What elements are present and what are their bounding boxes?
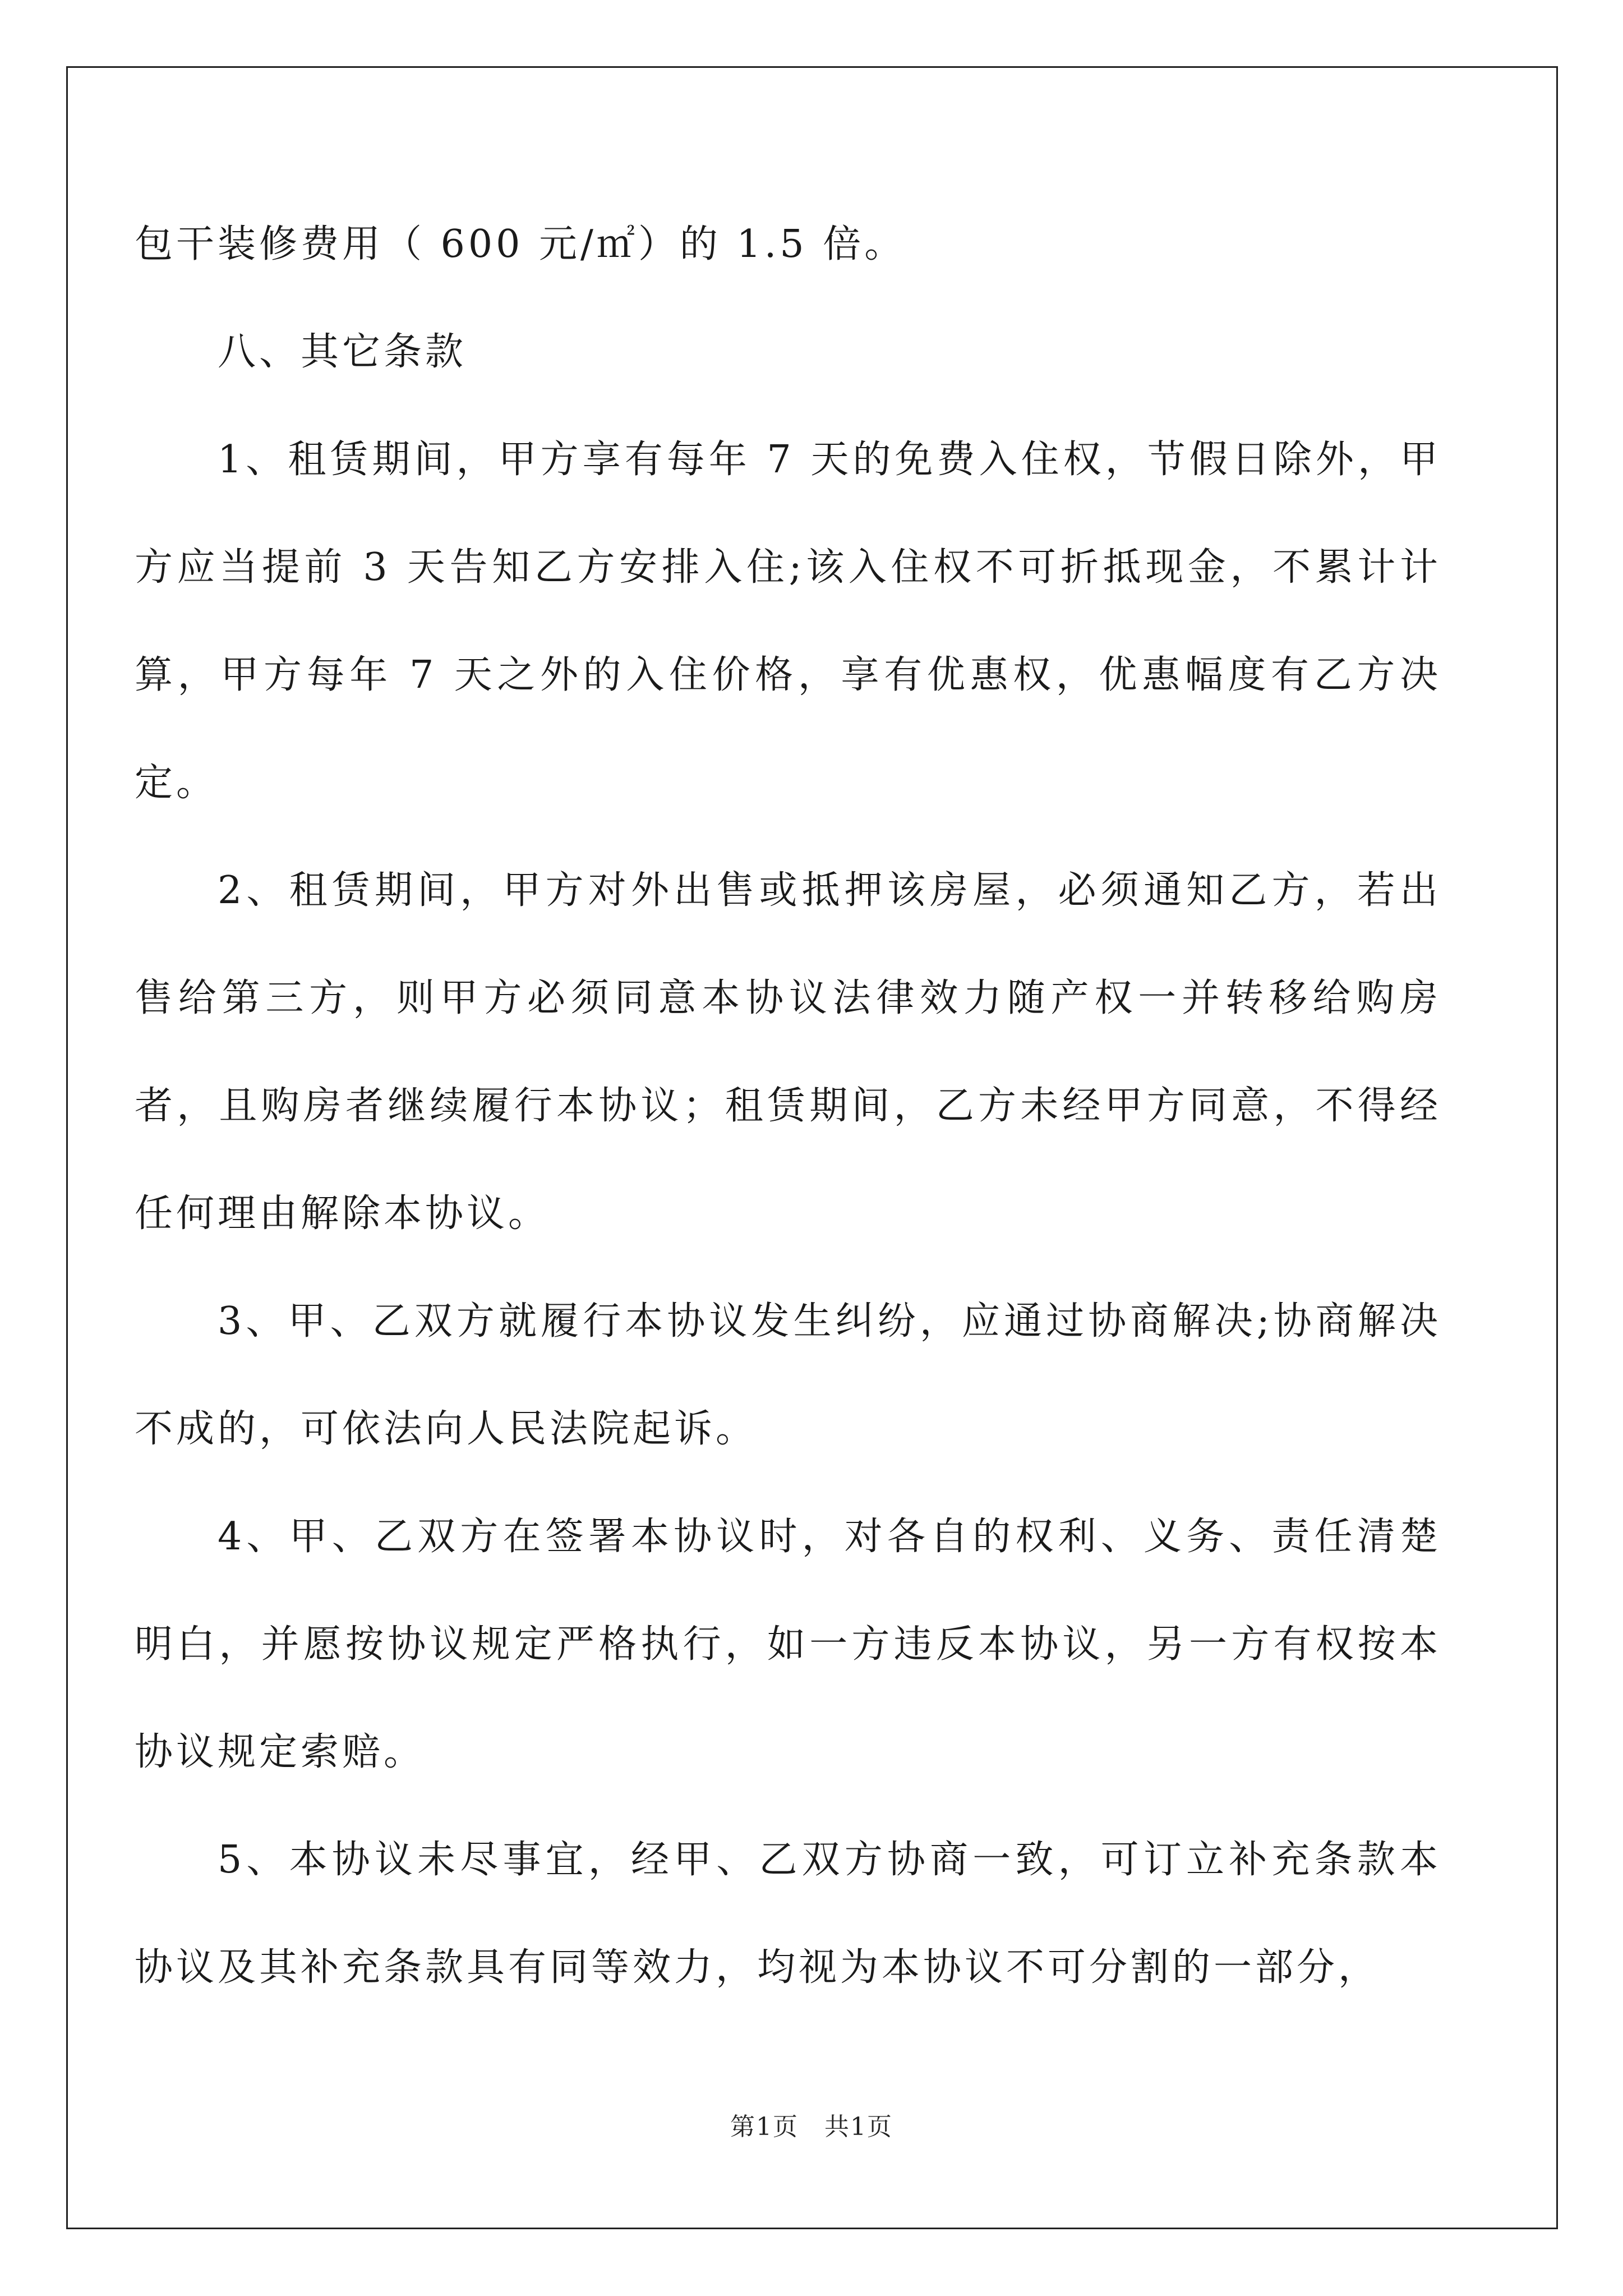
page-footer bbox=[0, 2106, 1623, 2142]
document-body bbox=[135, 191, 1441, 2022]
page-number-current: 第1页 bbox=[730, 2113, 799, 2141]
section-heading: 八、其它条款 bbox=[218, 330, 467, 374]
clause-5: 5、本协议未尽事宜，经甲、乙双方协商一致，可订立补充条款本协议及其补充条款具有同等效力，均视为本协议不可分割的一部分， bbox=[135, 1838, 1441, 1990]
paragraph-continuation: 包干装修费用（ 600 元/㎡）的 1.5 倍。 bbox=[135, 222, 906, 266]
page-number-total: 共1页 bbox=[824, 2113, 893, 2141]
clause-3: 3、甲、乙双方就履行本协议发生纠纷，应通过协商解决;协商解决不成的，可依法向人民法院起诉。 bbox=[135, 1299, 1441, 1451]
clause-4: 4、甲、乙双方在签署本协议时，对各自的权利、义务、责任清楚明白，并愿按协议规定严格执行，如一方违反本协议，另一方有权按本协议规定索赔。 bbox=[135, 1515, 1441, 1774]
clause-2: 2、租赁期间，甲方对外出售或抵押该房屋，必须通知乙方，若出售给第三方，则甲方必须同意本协议法律效力随产权一并转移给购房者，且购房者继续履行本协议；租赁期间，乙方未经甲方同意，不得经任何理由解除本协议。 bbox=[135, 868, 1441, 1236]
clause-1: 1、租赁期间，甲方享有每年 7 天的免费入住权，节假日除外，甲方应当提前 3 天告知乙方安排入住;该入住权不可折抵现金，不累计计算，甲方每年 7 天之外的入住价格，享有优惠权，优惠幅度有乙方决定。 bbox=[135, 438, 1442, 805]
